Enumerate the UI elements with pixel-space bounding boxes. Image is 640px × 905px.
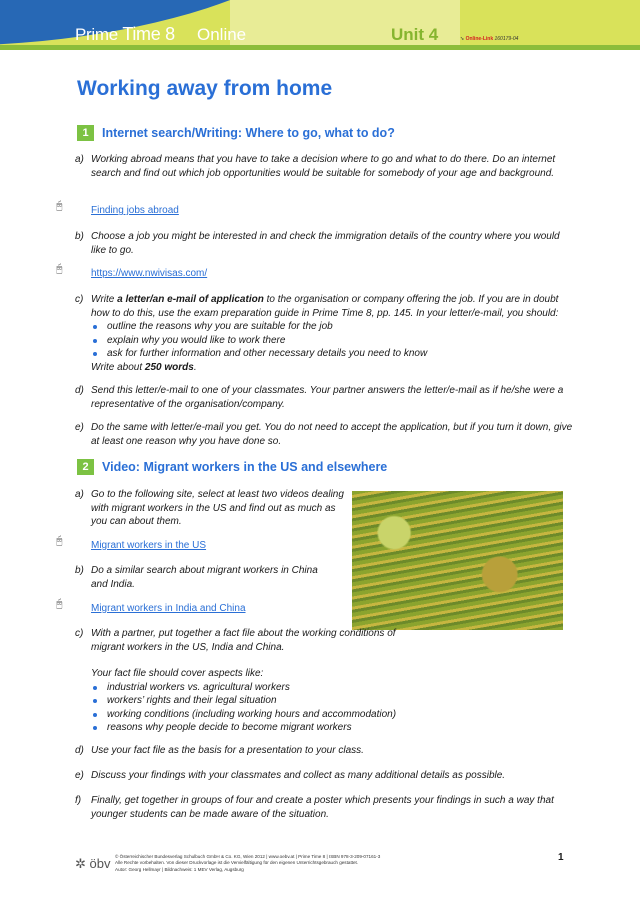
- mouse-icon: 🖰: [56, 263, 63, 275]
- mouse-icon: 🖰: [56, 200, 63, 212]
- page-number: 1: [558, 852, 564, 863]
- page-title: Working away from home: [77, 77, 333, 100]
- link-nwivisas[interactable]: https://www.nwivisas.com/: [91, 268, 208, 279]
- task-2b: b) Do a similar search about migrant workers in China and India.: [75, 565, 318, 590]
- brand: Prime Time 8: [75, 24, 175, 44]
- unit-label: Unit 4: [391, 25, 439, 44]
- task-2c: c) With a partner, put together a fact file about the working conditions of migrant workers in the US, India and China. Your fact file should cover aspects like: industrial workers vs. agricultural workers workers’ rights and their legal situation working conditions (including working hours and accommodation) reasons why people decide to become migrant workers: [75, 627, 415, 735]
- task-1d: d) Send this letter/e-mail to one of your classmates. Your partner answers the letter/e-mail as if he/she were a representative of the organisation/company.: [75, 385, 564, 410]
- task-2e: e) Discuss your findings with your classmates and collect as many additional details as possible.: [75, 770, 506, 781]
- task-2a: a) Go to the following site, select at least two videos dealing with migrant workers in the US and find out as much as you can about them.: [75, 489, 344, 527]
- vineyard-workers-photo: [352, 491, 563, 630]
- link-migrant-us[interactable]: Migrant workers in the US: [91, 540, 207, 551]
- footer-copyright: © Österreichischer Bundesverlag Schulbuch GmbH & Co. KG, Wien 2012 | www.oebv.at | Prime Time 8 | ISBN 978-3-209-07161-3 Alle Rechte vorbehalten. Von dieser Druckvorlage ist die Vervielfältigung für den eigenen Unterrichtsgebrauch gestattet. Autor: Georg Hellmayr | Bildnachweis: 1 MEV Verlag, Augsburg: [115, 854, 381, 872]
- task-1c: c) Write a letter/an e-mail of application to the organisation or company offering the job. If you are in doubt how to do this, use the exam preparation guide in Prime Time 8, pp. 145. In your letter/e-mail, you should: outline the reasons why you are suitable for the job explain why you would like to work there ask for further information and other necessary details you need to know Write about 250 words.: [75, 293, 575, 374]
- link-finding-jobs[interactable]: Finding jobs abroad: [91, 205, 179, 216]
- header-banner: [0, 0, 640, 50]
- task-1b: b) Choose a job you might be interested in and check the immigration details of the country where you would like to go.: [75, 231, 560, 256]
- task-1e: e) Do the same with letter/e-mail you get. You do not need to accept the application, but if you turn it down, give at least one reason why you have done so.: [75, 422, 573, 447]
- task-1a: a) Working abroad means that you have to take a decision where to go and what to do there. Do an internet search and find out which job opportunities would be suitable for somebody of your age and background.: [75, 154, 556, 179]
- online-link[interactable]: ➘ Online-Link 160179-04: [460, 36, 519, 42]
- link-migrant-india-china[interactable]: Migrant workers in India and China: [91, 603, 246, 614]
- publisher-logo: ✲ öbv: [75, 856, 111, 871]
- mouse-icon: 🖰: [56, 598, 63, 610]
- mouse-icon: 🖰: [56, 535, 63, 547]
- online-label: Online: [197, 25, 247, 44]
- section-1-heading: 1 Internet search/Writing: Where to go, what to do?: [77, 125, 395, 141]
- task-2f: f) Finally, get together in groups of four and create a poster which presents your findings in such a way that younger students can be made aware of the situation.: [75, 795, 554, 820]
- task-2d: d) Use your fact file as the basis for a presentation to your class.: [75, 745, 364, 756]
- section-2-heading: 2 Video: Migrant workers in the US and elsewhere: [77, 459, 387, 475]
